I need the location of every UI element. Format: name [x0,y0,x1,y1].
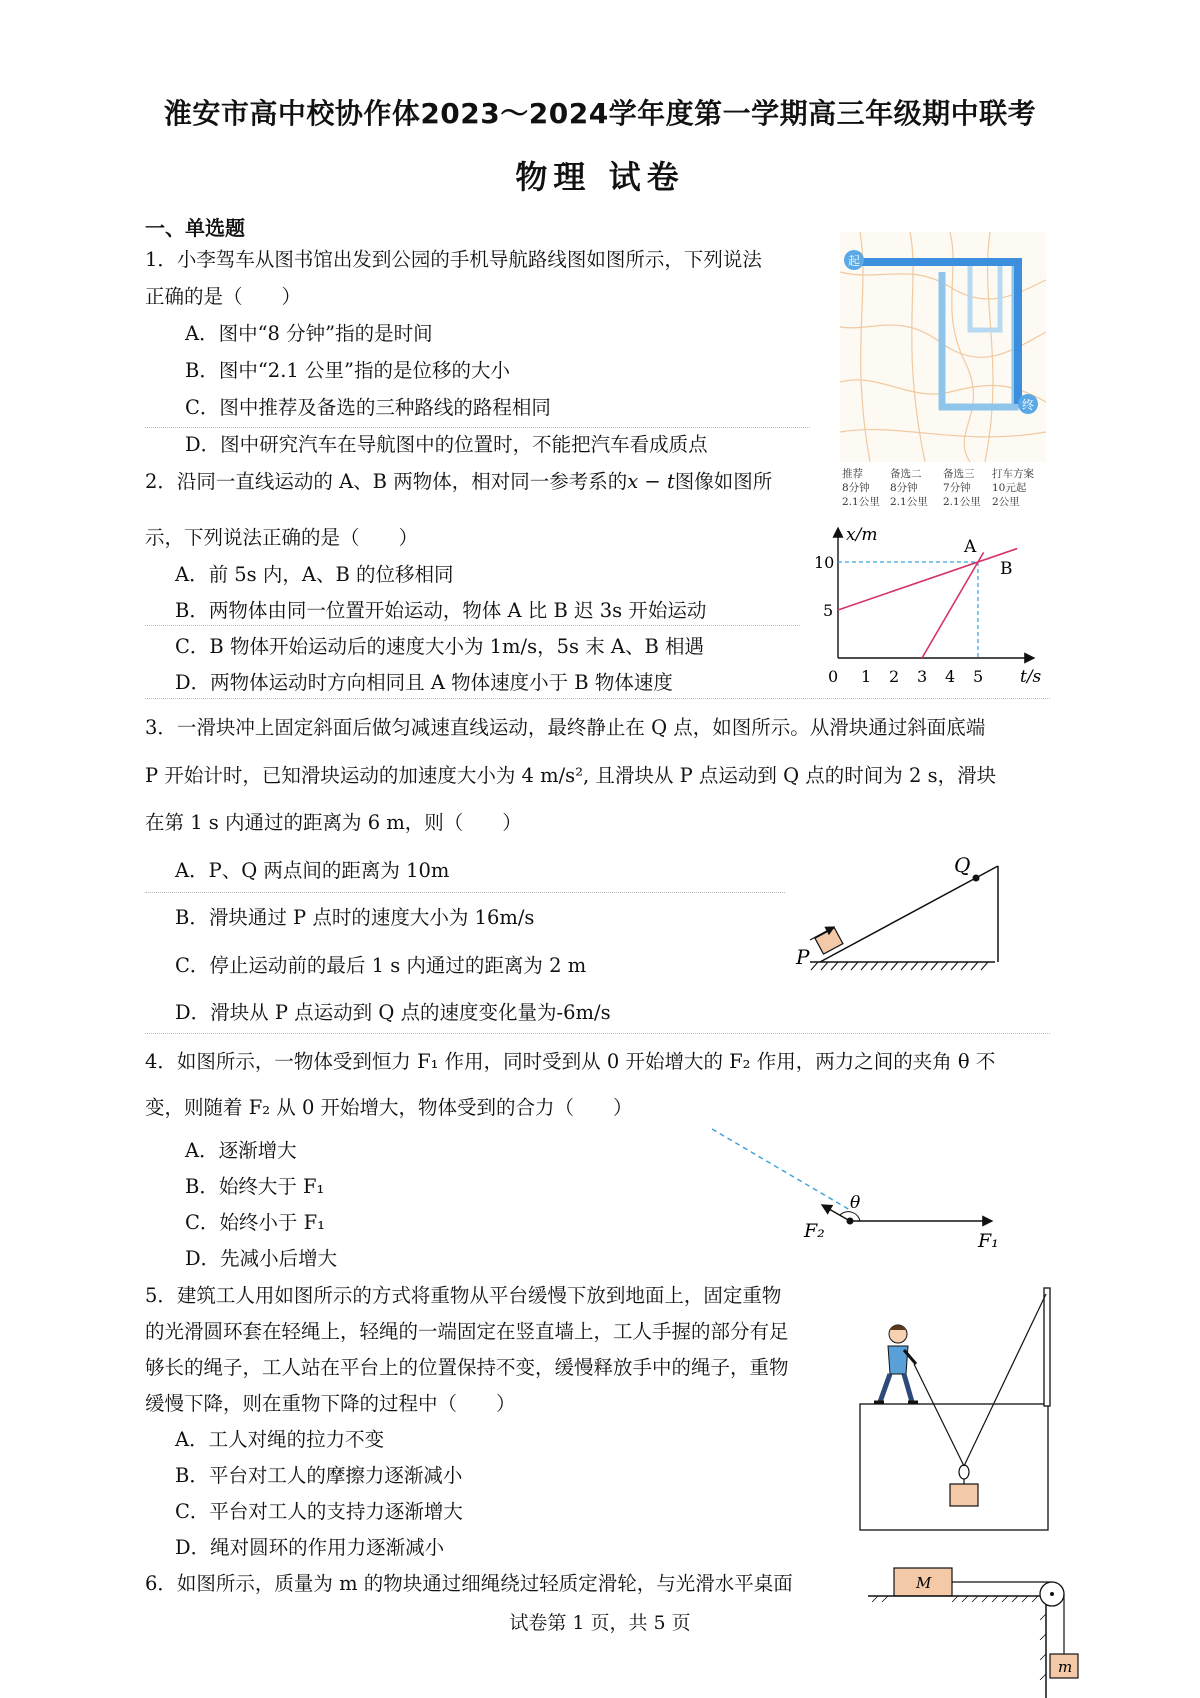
y-tick-label: 5 [823,601,834,620]
q1-option-b: B．图中“2.1 公里”指的是位移的大小 [185,359,510,382]
q1-stem-line2: 正确的是（ ） [145,285,302,308]
q2-option-a: A．前 5s 内，A、B 的位移相同 [175,563,454,586]
x-tick-label: 5 [973,667,984,686]
f1-label: F₁ [978,1230,999,1252]
y-axis-label: x/m [846,525,878,545]
series-b-label: B [1000,559,1013,579]
q2-stem-text: 2．沿同一直线运动的 A、B 两物体，相对同一参考系的 [145,470,628,493]
q3-stem-line1: 3．一滑块冲上固定斜面后做匀减速直线运动，最终静止在 Q 点，如图所示。从滑块通过斜面底端 [145,716,986,739]
q2-stem-line1 [145,472,772,492]
divider [145,427,810,428]
divider [145,698,1050,699]
q3-option-b: B．滑块通过 P 点时的速度大小为 16m/s [175,906,535,929]
x-axis-label: t/s [1020,667,1042,687]
q2-option-b: B．两物体由同一位置开始运动，物体 A 比 B 迟 3s 开始运动 [175,599,707,622]
divider [145,892,785,893]
q4-force-figure [700,1125,1010,1265]
q5-option-d: D．绳对圆环的作用力逐渐减小 [175,1536,445,1559]
x-tick-label: 1 [861,667,872,686]
q4-option-c: C．始终小于 F₁ [185,1211,325,1234]
theta-label: θ [850,1193,861,1213]
q1-option-c: C．图中推荐及备选的三种路线的路程相同 [185,396,551,419]
series-line-b [838,549,1017,610]
q5-option-b: B．平台对工人的摩擦力逐渐减小 [175,1464,463,1487]
route-4-name: 打车方案 [992,468,1034,480]
y-tick-label: 10 [814,553,835,572]
q3-stem-line2: P 开始计时，已知滑块运动的加速度大小为 4 m/s², 且滑块从 P 点运动到 Q 点的时间为 2 s，滑块 [145,764,997,787]
q5-stem-line4: 缓慢下降，则在重物下降的过程中（ ） [145,1392,516,1415]
route-3-name: 备选三 [943,468,975,480]
q3-stem-line3: 在第 1 s 内通过的距离为 6 m，则（ ） [145,811,522,834]
route-3-time: 7分钟 [943,482,971,494]
divider [145,1033,1050,1034]
q1-navigation-map [840,232,1046,514]
series-a-label: A [964,537,977,557]
q1-option-a: A．图中“8 分钟”指的是时间 [185,322,433,345]
q1-stem-line1: 1．小李驾车从图书馆出发到公园的手机导航路线图如图所示，下列说法 [145,248,762,271]
exam-title: 淮安市高中校协作体2023～2024学年度第一学期高三年级期中联考 [163,97,1037,130]
route-1-name: 推荐 [842,468,863,480]
route-4-time: 10元起 [992,482,1027,494]
x-tick-label: 0 [828,667,839,686]
q2-stem-text-end: 图像如图所 [674,470,773,493]
route-2-name: 备选二 [890,468,922,480]
route-2-dist: 2.1公里 [890,496,928,508]
q6-stem-line1: 6．如图所示，质量为 m 的物块通过细绳绕过轻质定滑轮，与光滑水平桌面 [145,1572,793,1595]
block-m-upper-label: M [916,1574,932,1592]
route-3-dist: 2.1公里 [943,496,981,508]
q2-stem-line2: 示，下列说法正确的是（ ） [145,526,419,549]
q2-xt-graph [808,520,1048,692]
x-tick-label: 2 [889,667,900,686]
section-heading: 一、单选题 [145,216,245,240]
route-2-time: 8分钟 [890,482,918,494]
q4-option-b: B．始终大于 F₁ [185,1175,325,1198]
q3-incline-figure [790,852,1010,972]
block-m-lower-label: m [1058,1658,1073,1676]
x-tick-label: 4 [945,667,956,686]
route-1-time: 8分钟 [842,482,870,494]
x-tick-label: 3 [917,667,928,686]
q1-option-d: D．图中研究汽车在导航图中的位置时，不能把汽车看成质点 [185,433,708,456]
q2-option-c: C．B 物体开始运动后的速度大小为 1m/s，5s 末 A、B 相遇 [175,635,705,658]
q5-stem-line2: 的光滑圆环套在轻绳上，轻绳的一端固定在竖直墙上，工人手握的部分有足 [145,1320,789,1343]
point-p-label: P [796,945,810,969]
q5-option-c: C．平台对工人的支持力逐渐增大 [175,1500,463,1523]
page-footer: 试卷第 1 页，共 5 页 [509,1612,691,1634]
series-line-a [922,552,984,658]
q4-stem-line1: 4．如图所示，一物体受到恒力 F₁ 作用，同时受到从 0 开始增大的 F₂ 作用，两力之间的夹角 θ 不 [145,1050,996,1073]
map-start-label: 起 [847,254,861,268]
map-end-label: 终 [1021,398,1035,412]
q2-xt-symbol: x − t [627,470,675,493]
q3-option-a: A．P、Q 两点间的距离为 10m [175,859,450,882]
q5-worker-figure [860,1284,1056,1534]
route-1-dist: 2.1公里 [842,496,880,508]
q3-option-c: C．停止运动前的最后 1 s 内通过的距离为 2 m [175,954,587,977]
divider [145,625,800,626]
point-q-label: Q [954,853,971,877]
q5-stem-line3: 够长的绳子，工人站在平台上的位置保持不变，缓慢释放手中的绳子，重物 [145,1356,789,1379]
q3-option-d: D．滑块从 P 点运动到 Q 点的速度变化量为-6m/s [175,1001,611,1024]
f2-label: F₂ [804,1220,825,1242]
q4-option-d: D．先减小后增大 [185,1247,338,1270]
q4-stem-line2: 变，则随着 F₂ 从 0 开始增大，物体受到的合力（ ） [145,1096,633,1119]
q5-option-a: A．工人对绳的拉力不变 [175,1428,385,1451]
q4-option-a: A．逐渐增大 [185,1139,297,1162]
exam-subject-title: 物理 试卷 [515,158,685,196]
q5-stem-line1: 5．建筑工人用如图所示的方式将重物从平台缓慢下放到地面上，固定重物 [145,1284,782,1307]
route-4-dist: 2公里 [992,496,1020,508]
q2-option-d: D．两物体运动时方向相同且 A 物体速度小于 B 物体速度 [175,671,673,694]
